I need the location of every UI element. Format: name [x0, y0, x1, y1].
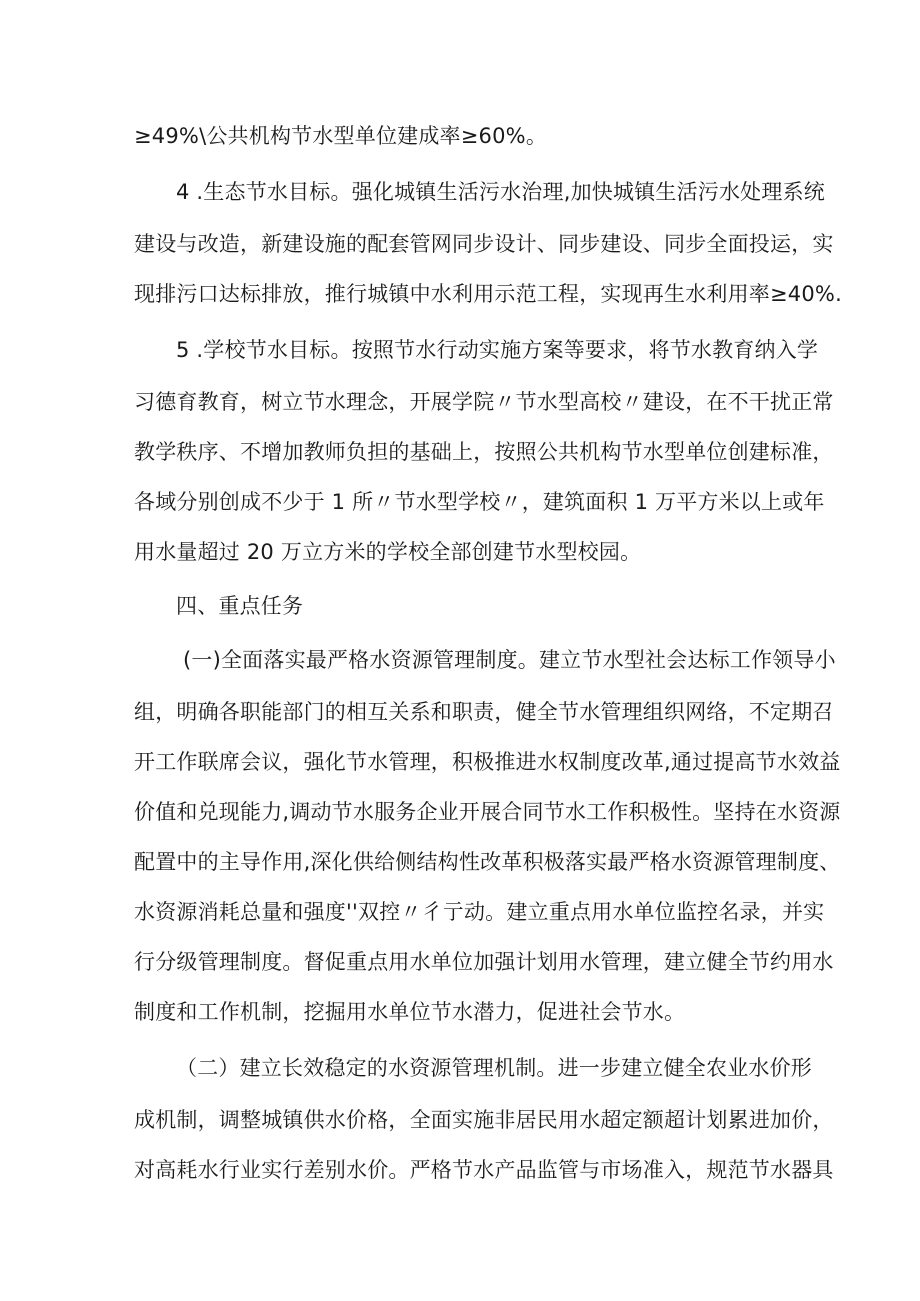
text-line: 配置中的主导作用,深化供给侧结构性改革积极落实最严格水资源管理制度、: [134, 850, 841, 874]
text-line: 组，明确各职能部门的相互关系和职责，健全节水管理组织网络，不定期召: [134, 700, 834, 724]
text-line: 成机制，调整城镇供水价格，全面实施非居民用水超定额超计划累进加价，: [134, 1108, 834, 1132]
text-line: 习德育教育，树立节水理念，开展学院〃节水型高校〃建设，在不干扰正常: [134, 390, 834, 414]
paragraph-school-target: 5 .学校节水目标。按照节水行动实施方案等要求，将节水教育纳入学: [176, 338, 819, 362]
section-heading: 四、重点任务: [176, 594, 304, 618]
text-line: 现排污口达标排放，推行城镇中水利用示范工程，实现再生水利用率≥40%.: [134, 282, 842, 306]
text-line: 开工作联席会议，强化节水管理，积极推进水权制度改革,通过提高节水效益: [134, 750, 841, 774]
text-line: 制度和工作机制，挖掘用水单位节水潜力，促进社会节水。: [134, 1000, 686, 1024]
paragraph-ecological-target: 4 .生态节水目标。强化城镇生活污水治理,加快城镇生活污水处理系统: [176, 180, 825, 204]
text-line: 用水量超过 20 万立方米的学校全部创建节水型校园。: [134, 540, 642, 564]
text-line: 教学秩序、不增加教师负担的基础上，按照公共机构节水型单位创建标准，: [134, 440, 834, 464]
text-line: 各域分别创成不少于 1 所〃节水型学校〃，建筑面积 1 万平方米以上或年: [134, 490, 825, 514]
text-line: 建设与改造，新建设施的配套管网同步设计、同步建设、同步全面投运，实: [134, 232, 834, 256]
paragraph-strict-management: (一)全面落实最严格水资源管理制度。建立节水型社会达标工作领导小: [183, 648, 836, 672]
text-line: 价值和兑现能力,调动节水服务企业开展合同节水工作积极性。坚持在水资源: [134, 800, 841, 824]
text-line: 对高耗水行业实行差别水价。严格节水产品监管与市场准入，规范节水器具: [134, 1158, 834, 1182]
paragraph-long-term-mechanism: （二）建立长效稳定的水资源管理机制。进一步建立健全农业水价形: [176, 1056, 812, 1080]
text-line: 行分级管理制度。督促重点用水单位加强计划用水管理，建立健全节约用水: [134, 950, 834, 974]
text-line: ≥49%\公共机构节水型单位建成率≥60%。: [134, 124, 548, 148]
text-line: 水资源消耗总量和强度''双控〃彳亍动。建立重点用水单位监控名录，并实: [134, 900, 825, 924]
